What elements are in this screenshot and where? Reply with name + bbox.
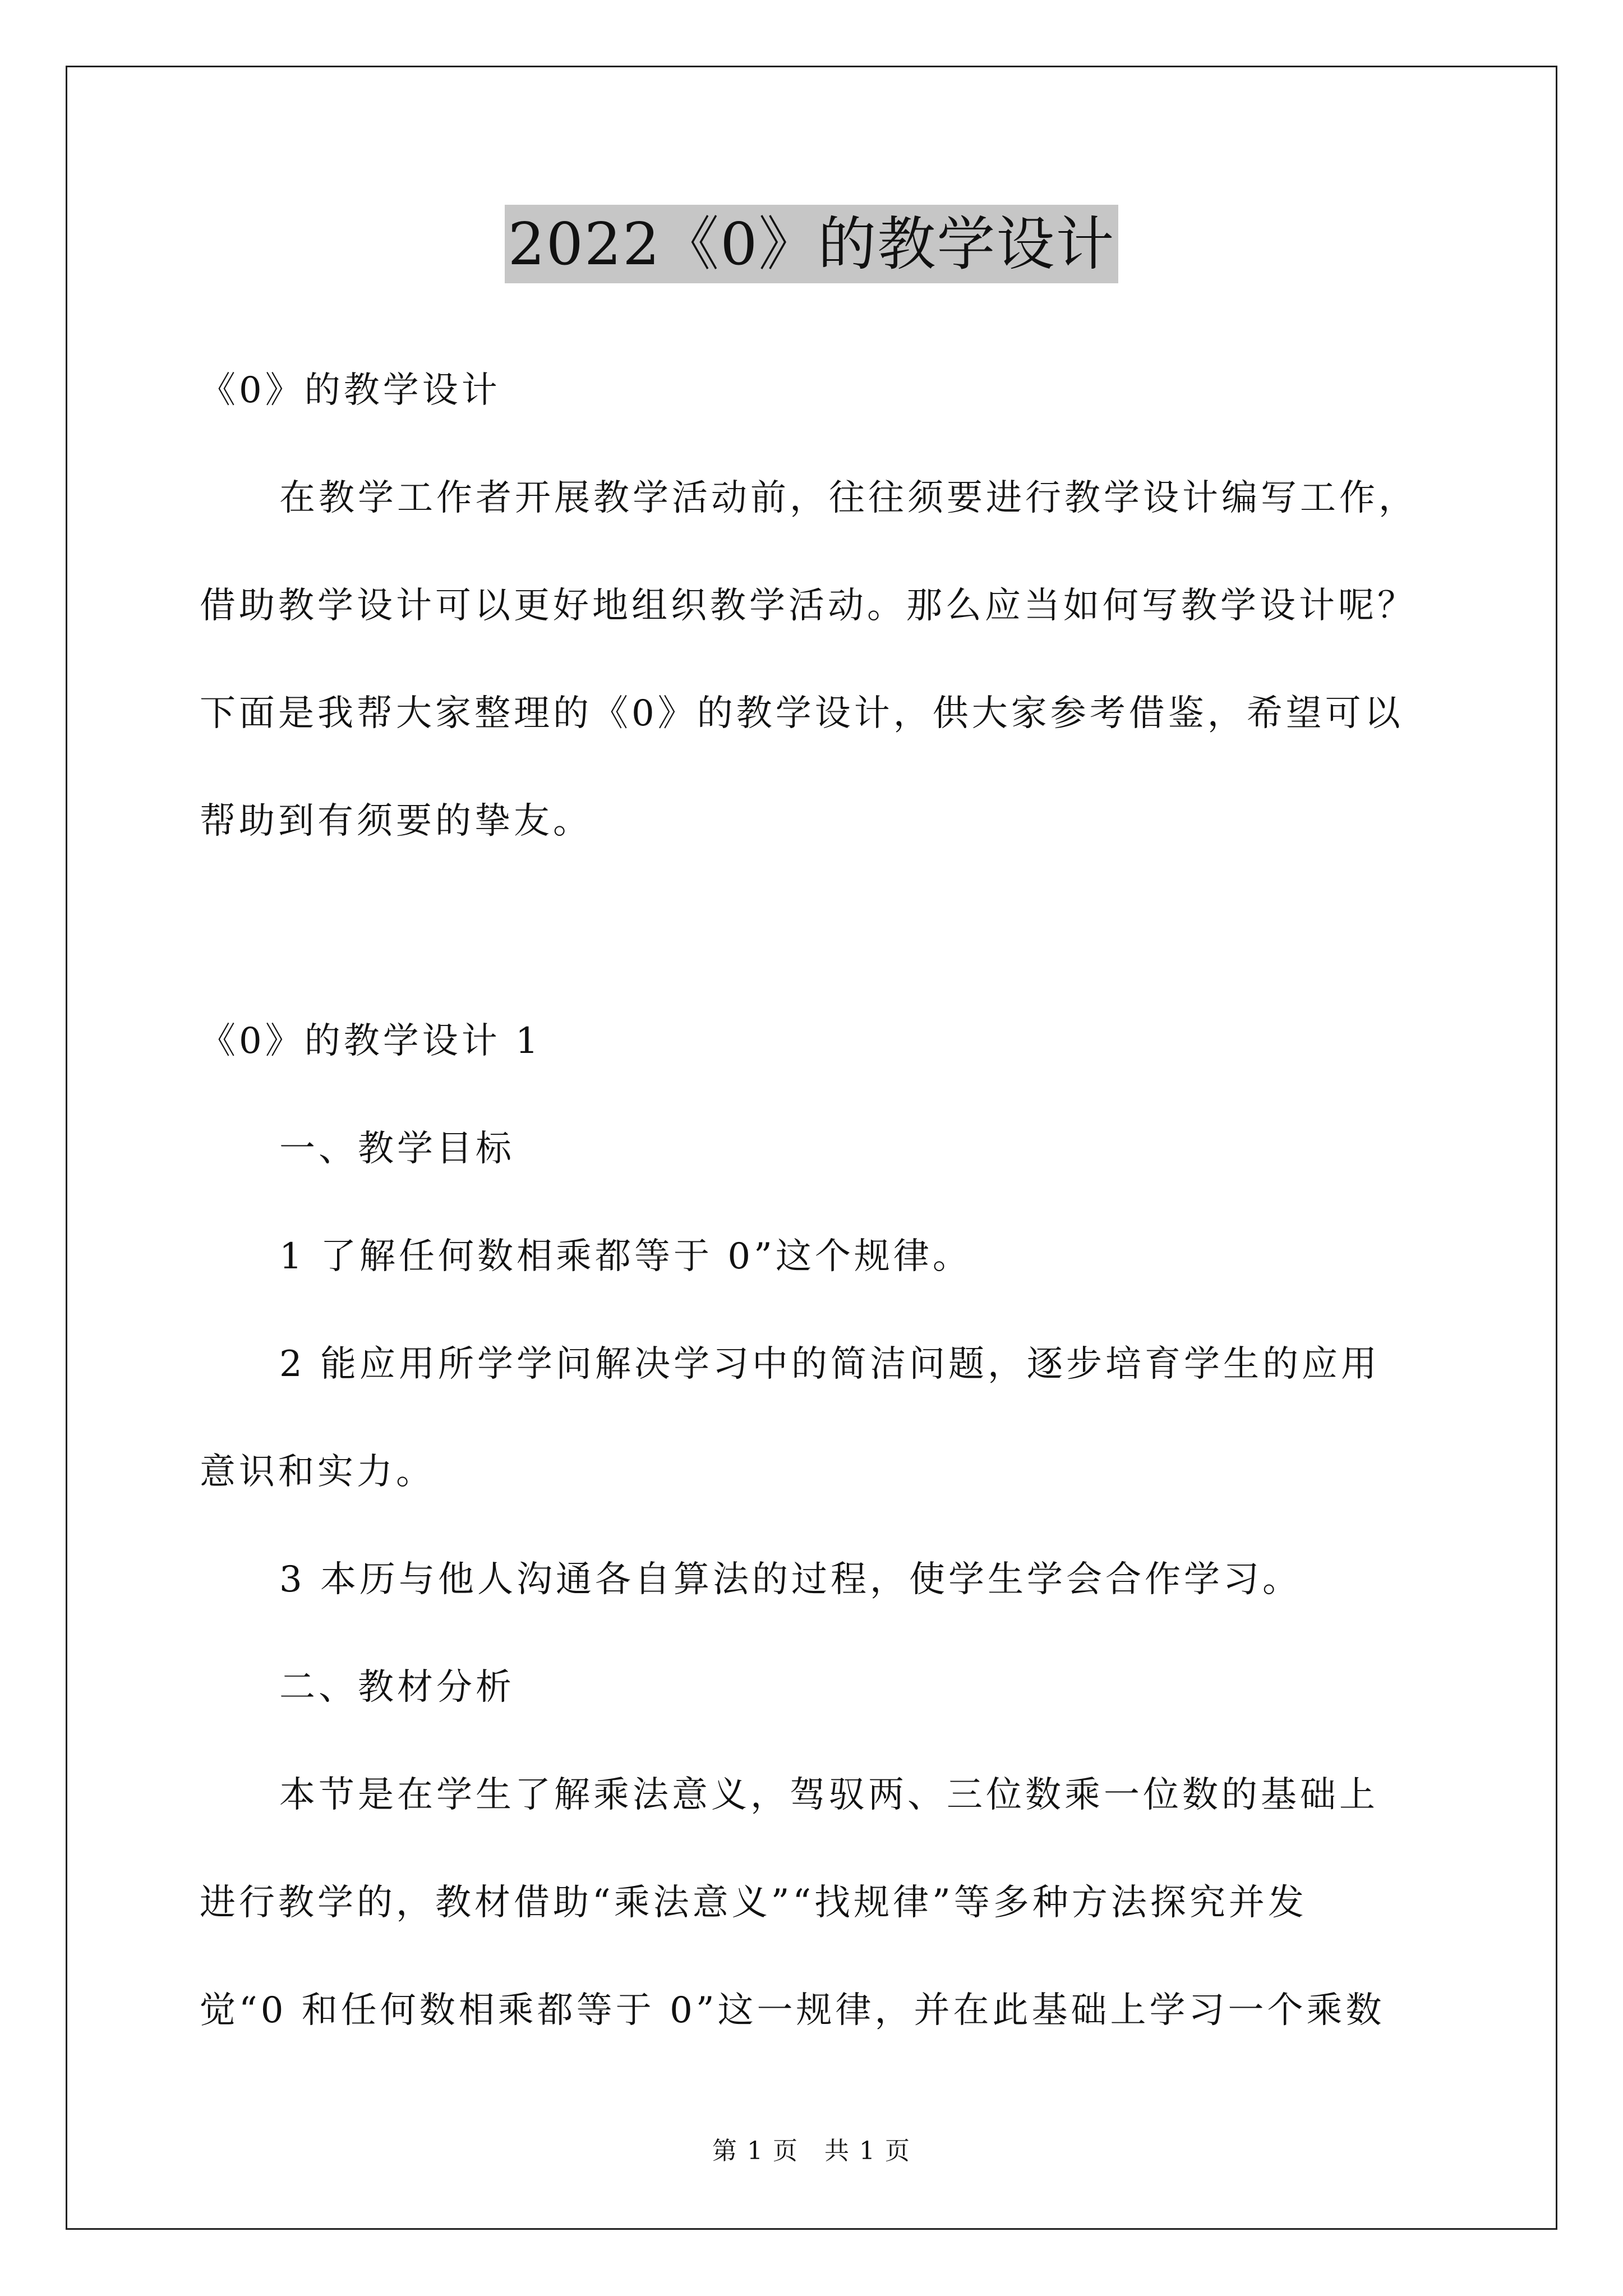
goal-2-line-2: 意识和实力。	[200, 1451, 435, 1493]
intro-line-4: 帮助到有须要的挚友。	[200, 800, 592, 842]
analysis-line-1: 本节是在学生了解乘法意义，驾驭两、三位数乘一位数的基础上	[279, 1774, 1378, 1816]
part2-heading: 二、教材分析	[279, 1667, 515, 1708]
page-footer: 第 1 页 共 1 页	[712, 2137, 911, 2165]
intro-line-2: 借助教学设计可以更好地组织教学活动。那么应当如何写教学设计呢？	[200, 585, 1417, 627]
analysis-line-3: 觉“0 和任何数相乘都等于 0”这一规律，并在此基础上学习一个乘数	[200, 1990, 1385, 2031]
document-title: 2022《0》的教学设计	[505, 205, 1119, 283]
part1-heading: 一、教学目标	[279, 1128, 515, 1170]
analysis-line-2: 进行教学的，教材借助“乘法意义”“找规律”等多种方法探究并发	[200, 1882, 1307, 1924]
title-container	[0, 205, 1623, 283]
goal-1: 1 了解任何数相乘都等于 0”这个规律。	[279, 1236, 972, 1277]
intro-line-3: 下面是我帮大家整理的《0》的教学设计，供大家参考借鉴，希望可以	[200, 693, 1404, 734]
subtitle: 《0》的教学设计	[200, 370, 501, 411]
paragraph-gap	[200, 875, 1461, 987]
intro-line-1: 在教学工作者开展教学活动前，往往须要进行教学设计编写工作，	[279, 477, 1418, 519]
section-heading: 《0》的教学设计 1	[200, 1020, 542, 1062]
goal-3: 3 本历与他人沟通各自算法的过程，使学生学会合作学习。	[279, 1559, 1302, 1600]
goal-2-line-1: 2 能应用所学学问解决学习中的简洁问题，逐步培育学生的应用	[279, 1343, 1381, 1385]
document-body	[200, 337, 1461, 2064]
